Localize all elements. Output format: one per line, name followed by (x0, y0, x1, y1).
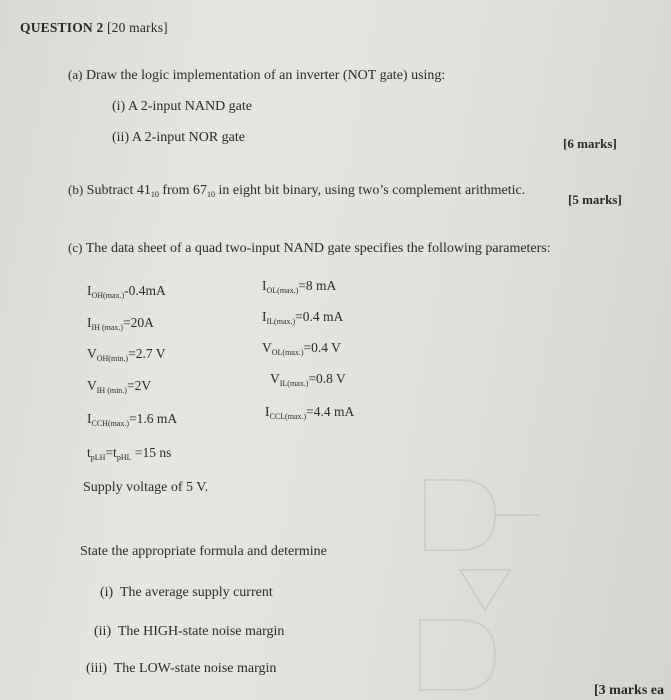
part-b-prompt (68, 182, 525, 199)
param-voh: $V_{OH(min.)}=2.7$ V (87, 346, 166, 363)
part-b-marks: [5 marks] (568, 192, 622, 207)
part-c-item-3: (iii) The LOW-state noise margin (86, 661, 277, 676)
question-total-marks: [20 marks] (106, 20, 168, 35)
param-iil: $I_{IL(max.)}=0.4$ mA (262, 309, 344, 326)
item-text: A 2-input NAND gate (127, 99, 252, 114)
part-a-label: (a) (68, 67, 83, 82)
part-c-item-1: (i) The average supply current (100, 585, 273, 600)
part-c-prompt (68, 240, 551, 257)
part-c-text: The data sheet of a quad two-input NAND gate specifies the following parameters: (85, 241, 551, 256)
part-c-marks: [3 marks ea (594, 683, 664, 698)
show-through-gates (400, 460, 560, 700)
param-iih: $I_{IH (max.)}=20A$ (87, 315, 154, 332)
part-c-instruction: State the appropriate formula and determine (80, 544, 327, 559)
part-a-text: Draw the logic implementation of an inverter (NOT gate) using: (85, 68, 446, 83)
item-text: A 2-input NOR gate (131, 130, 245, 145)
part-b-text-3: in eight bit binary, using two’s complement arithmetic. (215, 183, 526, 198)
param-iol: $I_{OL(max.)}=8$ mA (262, 278, 337, 295)
question-header (20, 20, 168, 36)
part-c-item-2: (ii) The HIGH-state noise margin (94, 624, 285, 639)
supply-voltage: Supply voltage of 5 V. (83, 480, 209, 495)
param-icch: $I_{CCH(max.)}=1.6$ mA (87, 411, 178, 428)
part-b-text-1: Subtract 41 (86, 183, 151, 198)
param-propagation-delay: $t_{pLH}=t_{pHL} =15$ ns (87, 445, 172, 462)
item-number: (ii) (112, 130, 130, 145)
part-a-item-1 (112, 99, 252, 115)
param-vil: $V_{IL(max.)}=0.8$ V (270, 371, 346, 388)
param-iccl: $I_{CCL(max.)}=4.4$ mA (265, 404, 355, 421)
param-vol: $V_{OL(max.)}=0.4$ V (262, 340, 341, 357)
part-a-marks: [6 marks] (563, 136, 617, 151)
question-title: QUESTION 2 (20, 20, 104, 35)
part-b-sub-1: 10 (150, 190, 159, 199)
param-vih: $V_{IH (min.)}=2V$ (87, 378, 152, 395)
part-b-label: (b) (68, 182, 84, 197)
part-c-label: (c) (68, 240, 83, 255)
part-a-prompt (68, 67, 445, 84)
part-b-sub-2: 10 (207, 190, 216, 199)
item-number: (i) (112, 99, 126, 114)
part-b-text-2: from 67 (158, 183, 208, 198)
param-ioh: $I_{OH(max.)}-0.4mA$ (87, 283, 166, 300)
part-a-item-2 (112, 130, 245, 146)
